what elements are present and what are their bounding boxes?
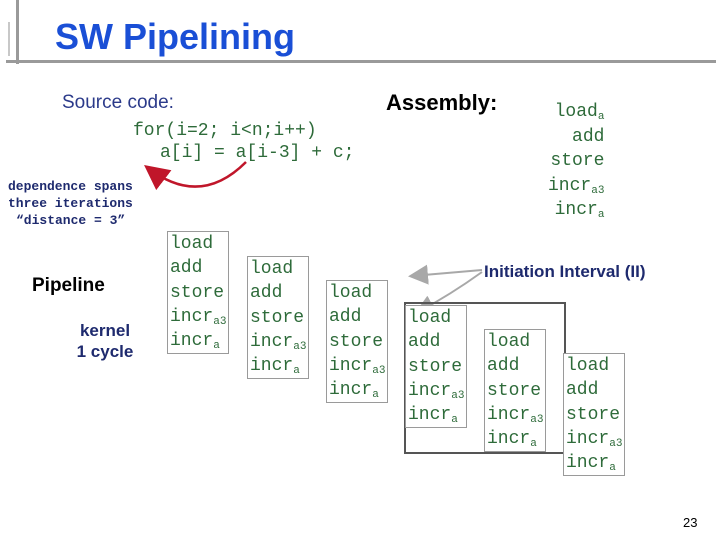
pipeline-stage-3 <box>326 280 388 403</box>
assembly-item: add <box>572 126 605 147</box>
stage-op: add <box>329 307 362 328</box>
pipeline-stage-4 <box>405 305 467 428</box>
pipeline-stage-2 <box>247 256 309 379</box>
code-line-1: for(i=2; i<n;i++) <box>133 121 317 141</box>
stage-op: add <box>250 283 283 304</box>
stage-op: store <box>487 380 542 401</box>
source-code-label: Source code: <box>62 92 174 113</box>
page-number: 23 <box>683 515 698 530</box>
stage-op: add <box>408 332 441 353</box>
stage-op: incr$_a$ <box>408 405 458 427</box>
stage-op: store <box>250 307 305 328</box>
stage-op: incr$_{a3}$ <box>408 380 465 402</box>
assembly-item: load$_a$ <box>554 102 605 123</box>
pipeline-stage-6 <box>563 353 625 476</box>
kernel-label-line: kernel <box>79 321 131 340</box>
initiation-interval-label: Initiation Interval (II) <box>484 262 646 281</box>
stage-op: load <box>170 234 214 254</box>
pipeline-label: Pipeline <box>32 275 105 296</box>
kernel-label-line: 1 cycle <box>76 342 134 361</box>
stage-op: store <box>329 331 384 352</box>
pipeline-stage-5 <box>484 329 546 452</box>
page-title: SW Pipelining <box>55 16 295 57</box>
stage-op: incr$_a$ <box>170 331 220 353</box>
stage-op: add <box>170 258 203 279</box>
code-line-2: a[i] = a[i-3] + c; <box>160 143 355 163</box>
dependence-note-line: dependence spans <box>8 179 133 194</box>
stage-op: add <box>487 356 520 377</box>
stage-op: add <box>566 380 599 401</box>
stage-op: incr$_a$ <box>250 356 300 378</box>
dependence-note-line: three iterations <box>8 196 133 211</box>
dependence-note-line: “distance = 3” <box>16 213 126 228</box>
stage-op: incr$_a$ <box>487 429 537 451</box>
stage-op: store <box>408 356 463 377</box>
stage-op: incr$_a$ <box>329 380 379 402</box>
stage-op: incr$_{a3}$ <box>329 355 386 377</box>
stage-op: incr$_{a3}$ <box>250 331 307 353</box>
assembly-item: incr$_{a3}$ <box>548 175 605 197</box>
stage-op: incr$_{a3}$ <box>566 428 623 450</box>
stage-op: load <box>487 332 531 352</box>
stage-op: load <box>250 259 294 279</box>
stage-op: load <box>566 356 610 376</box>
stage-op: store <box>170 282 225 303</box>
pipeline-stage-1 <box>167 231 229 354</box>
assembly-item: store <box>550 151 605 171</box>
stage-op: incr$_{a3}$ <box>487 404 544 426</box>
dependence-arrow <box>148 162 246 187</box>
assembly-label: Assembly: <box>386 90 498 115</box>
stage-op: load <box>329 283 373 303</box>
stage-op: incr$_a$ <box>566 453 616 475</box>
stage-op: load <box>408 308 452 328</box>
ii-arrow-upper <box>412 270 482 276</box>
stage-op: store <box>566 404 621 425</box>
stage-op: incr$_{a3}$ <box>170 306 227 328</box>
assembly-item: incr$_a$ <box>554 200 605 221</box>
